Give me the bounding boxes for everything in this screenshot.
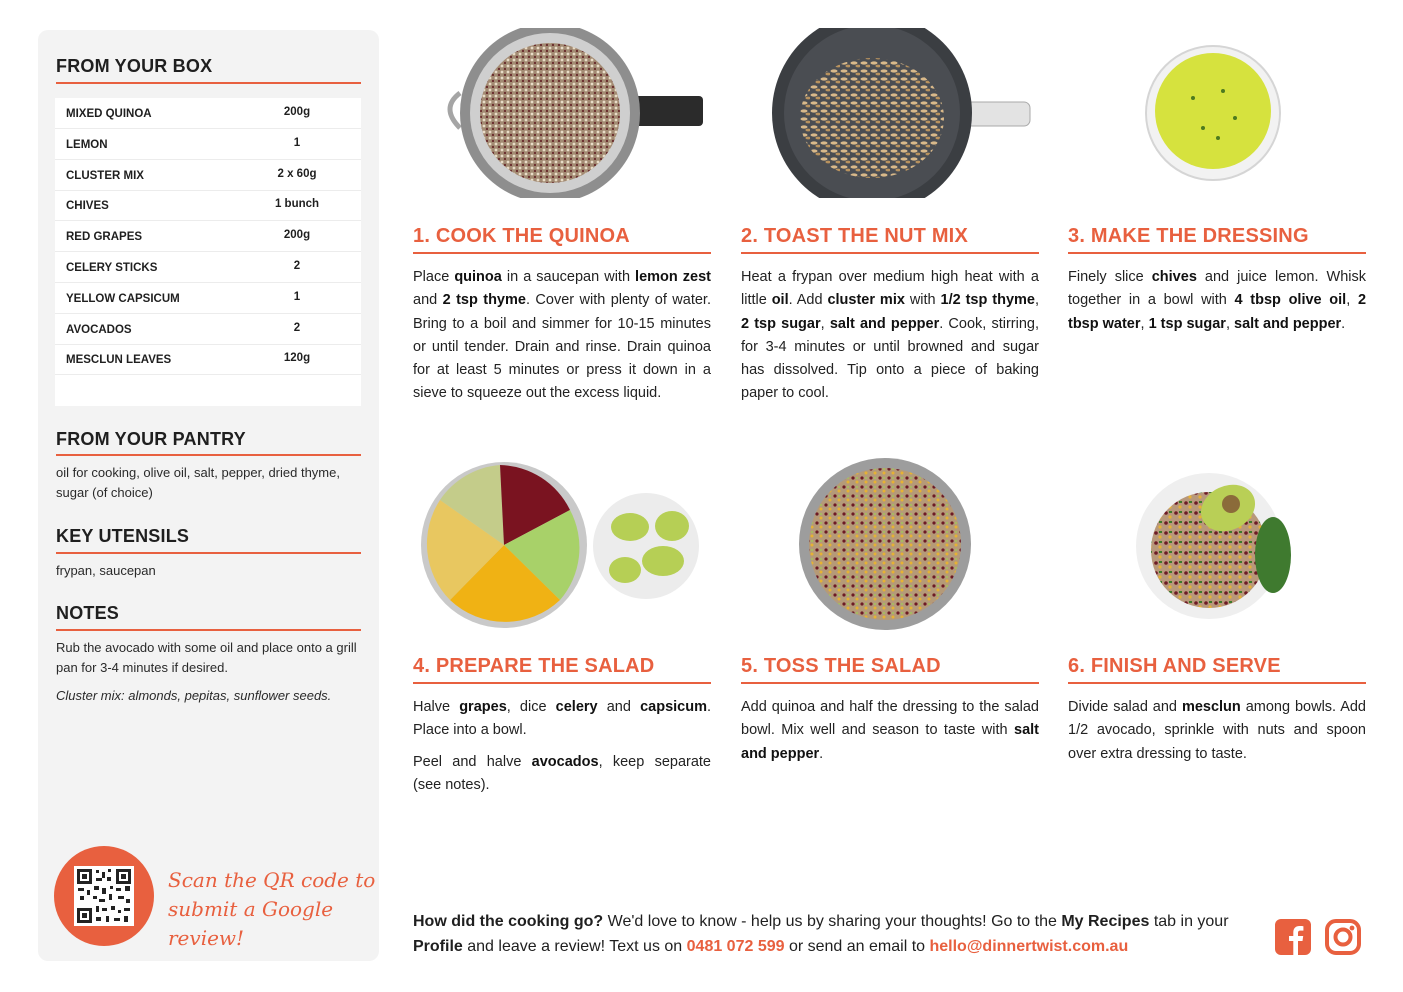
notes-heading-rule bbox=[56, 629, 361, 631]
ingredient-qty: 1 bbox=[293, 136, 301, 149]
step-keyword: 1 tsp sugar bbox=[1148, 315, 1226, 332]
feedback-footer bbox=[413, 909, 1263, 959]
nut-mix-frypan-photo bbox=[770, 28, 1032, 198]
utensils-heading-rule bbox=[56, 552, 361, 554]
instagram-icon[interactable] bbox=[1324, 918, 1362, 956]
step-paragraph bbox=[741, 696, 1039, 766]
step-keyword: 2 tsp thyme bbox=[442, 292, 526, 309]
step-text-run: Place bbox=[413, 269, 455, 285]
step-text-run: and juice lemon. Whisk together in a bowl with bbox=[1068, 269, 1366, 309]
step-3-rule bbox=[1068, 252, 1366, 254]
step-text-run: . Cook, stirring, for 3-4 minutes or until browned and sugar has dissolved. Tip onto a piece of baking paper to cool. bbox=[741, 315, 1040, 402]
step-text-run: Add quinoa and half the dressing to the salad bowl. Mix well and season to taste with bbox=[741, 699, 1039, 739]
ingredient-name: RED GRAPES bbox=[66, 231, 143, 244]
facebook-icon[interactable] bbox=[1274, 918, 1312, 956]
step-5-title: 5. TOSS THE SALAD bbox=[741, 655, 941, 677]
ingredient-qty: 120g bbox=[283, 352, 311, 365]
box-ingredient-row bbox=[55, 129, 361, 160]
step-text-run: , dice bbox=[506, 699, 556, 715]
pantry-heading-rule bbox=[56, 454, 361, 456]
pantry-text: oil for cooking, olive oil, salt, pepper, dried thyme, sugar (of choice) bbox=[56, 465, 340, 500]
utensils-text: frypan, saucepan bbox=[56, 563, 156, 578]
step-text-run: and bbox=[597, 699, 641, 715]
step-text-run: . Place into a bowl. bbox=[413, 699, 712, 739]
footer-text-4: or send an email to bbox=[784, 938, 930, 955]
step-paragraph bbox=[413, 751, 711, 798]
ingredient-qty: 2 bbox=[293, 260, 301, 272]
step-text-run: and bbox=[413, 292, 443, 309]
step-text-run: in a saucepan with bbox=[501, 269, 636, 285]
qr-badge bbox=[54, 846, 154, 946]
step-keyword: salt and pepper bbox=[1234, 315, 1342, 332]
dressing-bowl-photo bbox=[1143, 43, 1283, 183]
step-keyword: mesclun bbox=[1181, 699, 1241, 715]
footer-text-3: and leave a review! Text us on bbox=[462, 938, 687, 955]
quinoa-saucepan-photo bbox=[440, 28, 705, 198]
step-keyword: cluster mix bbox=[827, 292, 905, 309]
step-6-rule bbox=[1068, 682, 1366, 684]
box-ingredient-row bbox=[55, 314, 361, 345]
box-ingredient-row bbox=[55, 98, 361, 129]
qr-caption-line2: submit a Google review! bbox=[168, 897, 334, 950]
step-6-text bbox=[1068, 696, 1366, 766]
step-5-text bbox=[741, 696, 1039, 766]
finished-salad-photo bbox=[1133, 470, 1293, 620]
step-text-run: , bbox=[1140, 315, 1149, 332]
box-heading-rule bbox=[56, 82, 361, 84]
step-keyword: oil bbox=[771, 292, 789, 309]
ingredient-qty: 200g bbox=[283, 229, 311, 242]
phone-link[interactable]: 0481 072 599 bbox=[686, 938, 785, 955]
step-keyword: celery bbox=[555, 699, 598, 715]
step-text-run: , keep separate (see notes). bbox=[413, 753, 711, 793]
step-paragraph bbox=[741, 266, 1039, 406]
step-5-rule bbox=[741, 682, 1039, 684]
step-text-run: . bbox=[1341, 315, 1346, 332]
pantry-heading: FROM YOUR PANTRY bbox=[56, 429, 246, 449]
step-paragraph bbox=[1068, 266, 1366, 336]
step-keyword: 4 tbsp olive oil bbox=[1234, 292, 1347, 309]
notes-text: Rub the avocado with some oil and place onto a grill pan for 3-4 minutes if desired. bbox=[56, 640, 357, 675]
step-4-title: 4. PREPARE THE SALAD bbox=[413, 655, 655, 677]
box-ingredient-row bbox=[55, 221, 361, 252]
step-keyword: lemon zest bbox=[635, 269, 711, 285]
step-2-text bbox=[741, 266, 1039, 406]
ingredient-name: LEMON bbox=[66, 138, 108, 151]
step-paragraph bbox=[1068, 696, 1366, 766]
ingredient-qty: 1 bunch bbox=[274, 198, 320, 211]
step-keyword: 2 tsp sugar bbox=[741, 315, 821, 332]
footer-text-1: We'd love to know - help us by sharing your thoughts! Go to the bbox=[603, 913, 1062, 930]
step-text-run: Peel and halve bbox=[413, 753, 532, 770]
step-keyword: grapes bbox=[459, 699, 507, 715]
step-3-title: 3. MAKE THE DRESSING bbox=[1068, 225, 1309, 247]
step-keyword: capsicum bbox=[640, 699, 707, 715]
step-text-run: among bowls. Add 1/2 avocado, sprinkle with nuts and spoon over extra dressing to taste. bbox=[1068, 699, 1366, 762]
salad-prep-photo bbox=[420, 460, 702, 632]
step-text-run: , bbox=[820, 315, 830, 332]
ingredient-qty: 2 x 60g bbox=[277, 167, 317, 180]
notes-cluster-mix: Cluster mix: almonds, pepitas, sunflower seeds. bbox=[56, 688, 332, 703]
box-ingredient-row bbox=[55, 252, 361, 283]
ingredient-qty: 2 bbox=[293, 321, 301, 334]
feedback-question: How did the cooking go? bbox=[413, 913, 604, 930]
step-2-rule bbox=[741, 252, 1039, 254]
step-text-run: with bbox=[904, 292, 941, 309]
my-recipes-label: My Recipes bbox=[1061, 913, 1150, 930]
step-keyword: salt and pepper bbox=[829, 315, 940, 332]
step-text-run: , bbox=[1346, 292, 1358, 309]
box-ingredient-row bbox=[55, 344, 361, 375]
ingredient-qty: 1 bbox=[293, 290, 301, 303]
step-text-run: . bbox=[819, 745, 824, 762]
step-keyword: salt and pepper bbox=[741, 722, 1039, 762]
ingredient-name: AVOCADOS bbox=[66, 323, 132, 336]
step-1-rule bbox=[413, 252, 711, 254]
ingredient-name: MIXED QUINOA bbox=[66, 108, 152, 120]
step-keyword: quinoa bbox=[454, 269, 502, 285]
ingredient-name: CHIVES bbox=[66, 200, 109, 213]
step-keyword: avocados bbox=[531, 753, 599, 770]
step-4-text bbox=[413, 696, 711, 797]
step-text-run: , bbox=[1034, 292, 1039, 309]
step-keyword: 2 tbsp water bbox=[1068, 292, 1367, 332]
step-2-title: 2. TOAST THE NUT MIX bbox=[741, 225, 968, 247]
ingredient-name: YELLOW CAPSICUM bbox=[66, 292, 180, 305]
step-4-rule bbox=[413, 682, 711, 684]
ingredient-name: CELERY STICKS bbox=[66, 262, 158, 274]
box-ingredient-row bbox=[55, 160, 361, 191]
step-text-run: Heat a frypan over medium high heat with a little bbox=[741, 269, 1039, 309]
tossed-salad-photo bbox=[797, 458, 975, 630]
qr-caption bbox=[168, 866, 379, 953]
footer-text-2: tab in your bbox=[1149, 913, 1229, 930]
utensils-heading: KEY UTENSILS bbox=[56, 526, 190, 546]
step-text-run: . Add bbox=[788, 292, 828, 309]
step-1-text bbox=[413, 266, 711, 406]
ingredients-sidebar bbox=[38, 30, 379, 961]
box-ingredient-row bbox=[55, 283, 361, 314]
box-heading: FROM YOUR BOX bbox=[56, 56, 213, 76]
step-text-run: Finely slice bbox=[1068, 269, 1152, 285]
step-text-run: , bbox=[1225, 315, 1234, 332]
profile-label: Profile bbox=[413, 938, 463, 955]
email-link[interactable]: hello@dinnertwist.com.au bbox=[929, 938, 1129, 955]
step-text-run: . Cover with plenty of water. Bring to a boil and simmer for 10-15 minutes or until tender. Drain and rinse. Drain quinoa for at least 5 minutes or press it down in a sieve to squeeze out the excess liquid. bbox=[413, 292, 711, 402]
qr-code-icon[interactable] bbox=[74, 866, 134, 926]
ingredient-qty: 200g bbox=[283, 106, 311, 118]
ingredient-name: CLUSTER MIX bbox=[66, 169, 144, 182]
qr-caption-line1: Scan the QR code to bbox=[168, 868, 376, 892]
step-text-run: Halve bbox=[413, 699, 460, 715]
notes-heading: NOTES bbox=[56, 603, 120, 623]
step-6-title: 6. FINISH AND SERVE bbox=[1068, 655, 1281, 677]
step-paragraph bbox=[413, 696, 711, 743]
step-keyword: chives bbox=[1151, 269, 1197, 285]
step-1-title: 1. COOK THE QUINOA bbox=[413, 225, 630, 247]
box-ingredients-table bbox=[55, 98, 361, 406]
step-paragraph bbox=[413, 266, 711, 406]
step-text-run: Divide salad and bbox=[1068, 699, 1182, 715]
step-keyword: 1/2 tsp thyme bbox=[940, 292, 1035, 309]
step-3-text bbox=[1068, 266, 1366, 336]
box-ingredient-row bbox=[55, 190, 361, 221]
ingredient-name: MESCLUN LEAVES bbox=[66, 354, 172, 367]
